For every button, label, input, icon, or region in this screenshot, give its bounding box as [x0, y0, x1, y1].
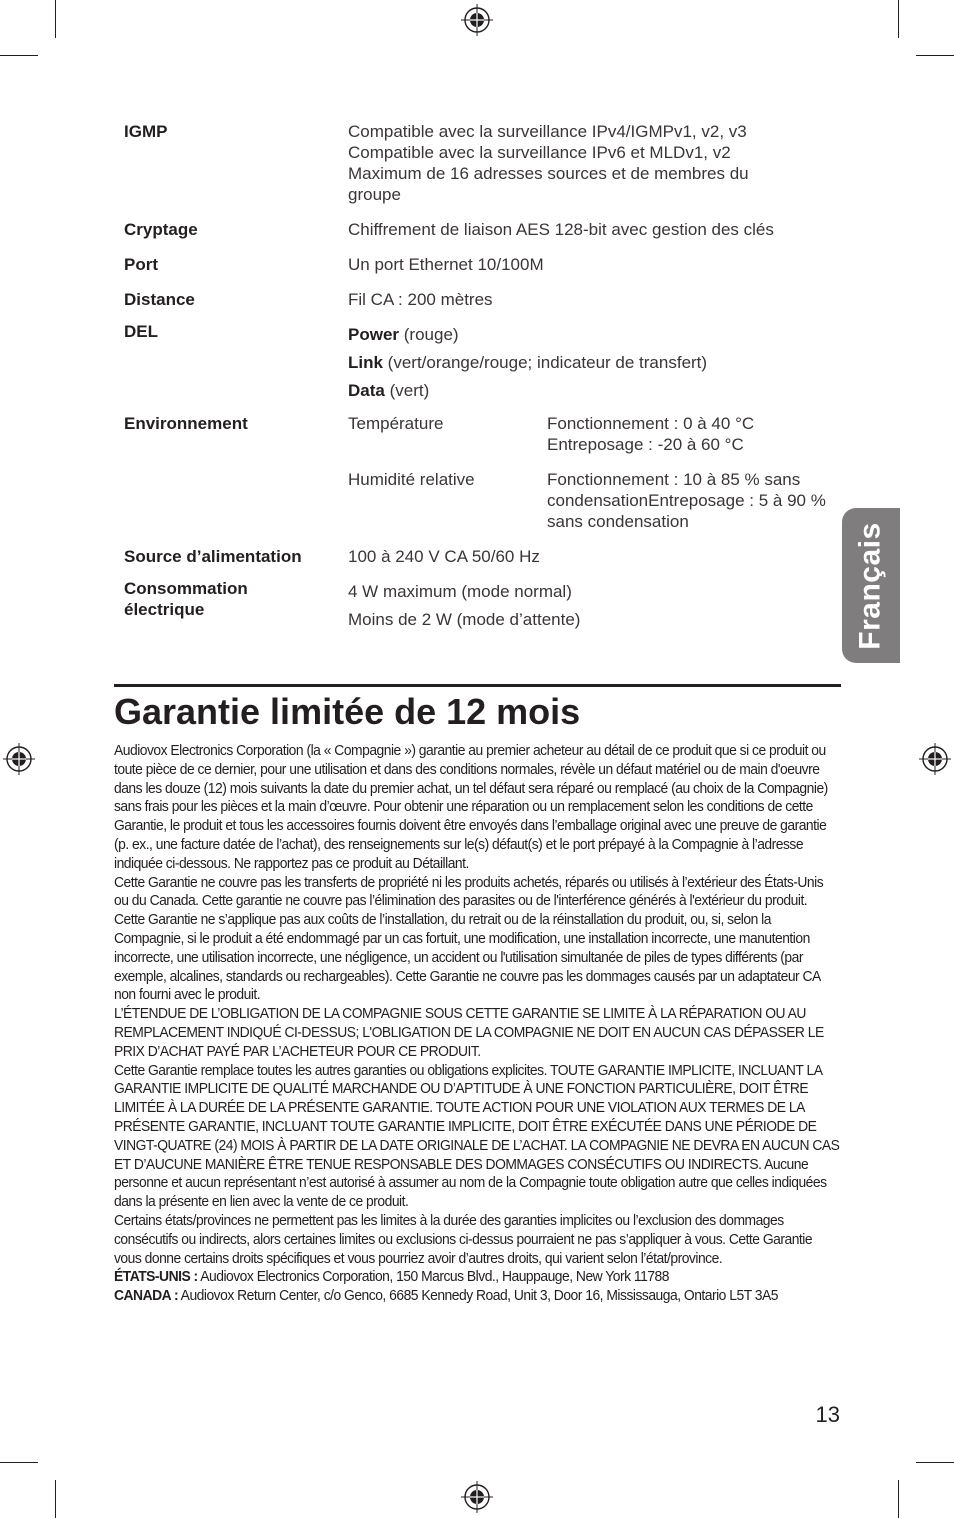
canada-address-text: Audiovox Return Center, c/o Genco, 6685 Kennedy Road, Unit 3, Door 16, Mississauga, Ontario L5T 3A5 [178, 1287, 778, 1305]
env-sub-label: Humidité relative [348, 470, 475, 489]
led-name: Link [348, 353, 383, 372]
spec-label: Distance [124, 290, 195, 309]
section-divider [114, 684, 841, 687]
spec-row-cryptage [124, 219, 839, 240]
spec-label [124, 578, 334, 620]
crop-mark [898, 0, 899, 38]
usa-address [114, 1268, 841, 1287]
warranty-paragraph: Cette Garantie ne couvre pas les transferts de propriété ni les produits achetés, réparés ou utilisés à l’extérieur des États-Unis ou du Canada. Cette garantie ne couvre pas l’élimination des parasites ou de l'interférence générés à l'extérieur du produit. Cette Garantie ne s’applique pas aux coûts de l’installation, du retrait ou de la réinstallation du produit, ou, si, selon la Compagnie, si le produit a été endommagé par un cas fortuit, une modification, une installation incorrecte, une manutention incorrecte, une utilisation incorrecte, une négligence, un accident ou l'utilisation simultanée de piles de types différents (par exemple, alcalines, standards ou rechargeables). Cette Garantie ne couvre pas les dommages causés par un adaptateur CA non fourni avec le produit. [114, 873, 824, 1004]
led-name: Data [348, 381, 385, 400]
led-item [348, 321, 839, 349]
spec-value: Chiffrement de liaison AES 128-bit avec gestion des clés [348, 220, 774, 239]
registration-mark-icon [918, 742, 952, 776]
led-name: Power [348, 325, 400, 344]
warranty-paragraph: Audiovox Electronics Corporation (la « Compagnie ») garantie au premier acheteur au détail de ce produit que si ce produit ou toute pièce de ce dernier, pour une utilisation et dans des conditions normales, révèle un défaut matériel ou de main d'oeuvre dans les douze (12) mois suivants la date du premier achat, un tel défaut sera réparé ou remplacé (au choix de la Compagnie) sans frais pour les pièces et la main d’œuvre. Pour obtenir une réparation ou un remplacement selon les conditions de cette Garantie, le produit et tous les accessoires fournis doivent être envoyés dans l’emballage original avec une preuve de garantie (p. ex., une facture datée de l’achat), des renseignements sur le(s) défaut(s) et le port prépayé à la Compagnie à l’adresse indiquée ci-dessous. Ne rapportez pas ce produit au Détaillant. [114, 742, 828, 872]
registration-mark-icon [2, 742, 36, 776]
spec-value-line: Compatible avec la surveillance IPv4/IGMPv1, v2, v3 [348, 122, 747, 141]
led-item [348, 349, 839, 377]
language-tab-label: Français [854, 521, 887, 650]
spec-row-port [124, 254, 839, 275]
led-desc: (rouge) [399, 325, 459, 344]
spec-label: Environnement [124, 414, 248, 433]
spec-value-line: Compatible avec la surveillance IPv6 et MLDv1, v2 [348, 143, 731, 162]
usa-address-text: Audiovox Electronics Corporation, 150 Marcus Blvd., Hauppauge, New York 11788 [197, 1268, 669, 1286]
env-sub-label: Température [348, 414, 444, 433]
registration-mark-icon [460, 3, 494, 37]
spec-label: DEL [124, 322, 158, 341]
led-desc: (vert/orange/rouge; indicateur de transfert) [382, 353, 708, 372]
canada-label: CANADA : [114, 1287, 179, 1305]
spec-value [348, 413, 839, 532]
canada-address [114, 1287, 841, 1306]
env-sub-value: Fonctionnement : 0 à 40 °C Entreposage : -20 à 60 °C [547, 414, 755, 454]
spec-label-line: Consommation [124, 579, 248, 598]
crop-mark [916, 55, 954, 56]
spec-value [348, 578, 839, 634]
warranty-heading: Garantie limitée de 12 mois [114, 691, 581, 732]
spec-row-alimentation [124, 546, 839, 567]
spec-label-line: électrique [124, 600, 205, 619]
crop-mark [55, 1480, 56, 1518]
crop-mark [916, 1462, 954, 1463]
spec-label: Cryptage [124, 220, 198, 239]
spec-label: Source d’alimentation [124, 547, 302, 566]
spec-value [348, 321, 839, 405]
warranty-body [114, 742, 841, 1306]
led-desc: (vert) [384, 381, 430, 400]
led-item [348, 377, 839, 405]
spec-label: Port [124, 255, 158, 274]
warranty-paragraph: L’ÉTENDUE DE L’OBLIGATION DE LA COMPAGNIE SOUS CETTE GARANTIE SE LIMITE À LA RÉPARATION OU AU REMPLACEMENT INDIQUÉ CI-DESSUS; L'OBLIGATION DE LA COMPAGNIE NE DOIT EN AUCUN CAS DÉPASSER LE PRIX D’ACHAT PAYÉ PAR L’ACHETEUR POUR CE PRODUIT. [114, 1005, 824, 1060]
registration-mark-icon [460, 1480, 494, 1514]
crop-mark [55, 0, 56, 38]
warranty-paragraph: Cette Garantie remplace toutes les autres garanties ou obligations explicites. TOUTE GARANTIE IMPLICITE, INCLUANT LA GARANTIE IMPLICITE DE QUALITÉ MARCHANDE OU D’APTITUDE À UNE FONCTION PARTICULIÈRE, DOIT ÊTRE LIMITÉE À LA DURÉE DE LA PRÉSENTE GARANTIE. TOUTE ACTION POUR UNE VIOLATION AUX TERMES DE LA PRÉSENTE GARANTIE, INCLUANT TOUTE GARANTIE IMPLICITE, DOIT ÊTRE EXÉCUTÉE DANS UNE PÉRIODE DE VINGT-QUATRE (24) MOIS À PARTIR DE LA DATE ORIGINALE DE L’ACHAT. LA COMPAGNIE NE DEVRA EN AUCUN CAS ET D’AUCUNE MANIÈRE ÊTRE TENUE RESPONSABLE DES DOMMAGES CONSÉCUTIFS OU INDIRECTS. Aucune personne et aucun représentant n’est autorisé à assumer au nom de la Compagnie toute obligation autre que celles indiquées dans la présente en lien avec la vente de ce produit. [114, 1061, 840, 1211]
crop-mark [0, 55, 38, 56]
spec-row-distance [124, 289, 839, 310]
spec-value-line: Maximum de 16 adresses sources et de membres du [348, 164, 749, 183]
warranty-paragraph: Certains états/provinces ne permettent pas les limites à la durée des garanties implicites ou l’exclusion des dommages consécutifs ou indirects, alors certaines limites ou exclusions ci-dessus pourraient ne pas s’appliquer à vous. Cette Garantie vous donne certains droits spécifiques et vous pourriez avoir d’autres droits, qui varient selon l’état/province. [114, 1211, 813, 1267]
spec-row-consommation [124, 578, 839, 634]
page-number: 13 [815, 1402, 840, 1427]
spec-value [348, 121, 839, 205]
crop-mark [898, 1480, 899, 1518]
spec-label: IGMP [124, 122, 168, 141]
env-sub-value: Fonctionnement : 10 à 85 % sans condensationEntreposage : 5 à 90 % sans condensation [547, 470, 826, 531]
spec-value: 100 à 240 V CA 50/60 Hz [348, 547, 540, 566]
spec-value: Un port Ethernet 10/100M [348, 255, 544, 274]
spec-value: Fil CA : 200 mètres [348, 290, 493, 309]
usa-label: ÉTATS-UNIS : [114, 1268, 198, 1286]
spec-row-del [124, 321, 839, 405]
spec-value-line: 4 W maximum (mode normal) [348, 582, 572, 601]
crop-mark [0, 1462, 38, 1463]
spec-value-line: Moins de 2 W (mode d’attente) [348, 610, 581, 629]
spec-row-environnement [124, 413, 839, 532]
spec-value-line: groupe [348, 185, 401, 204]
spec-table [124, 121, 839, 634]
language-tab [842, 508, 900, 663]
spec-row-igmp [124, 121, 839, 205]
